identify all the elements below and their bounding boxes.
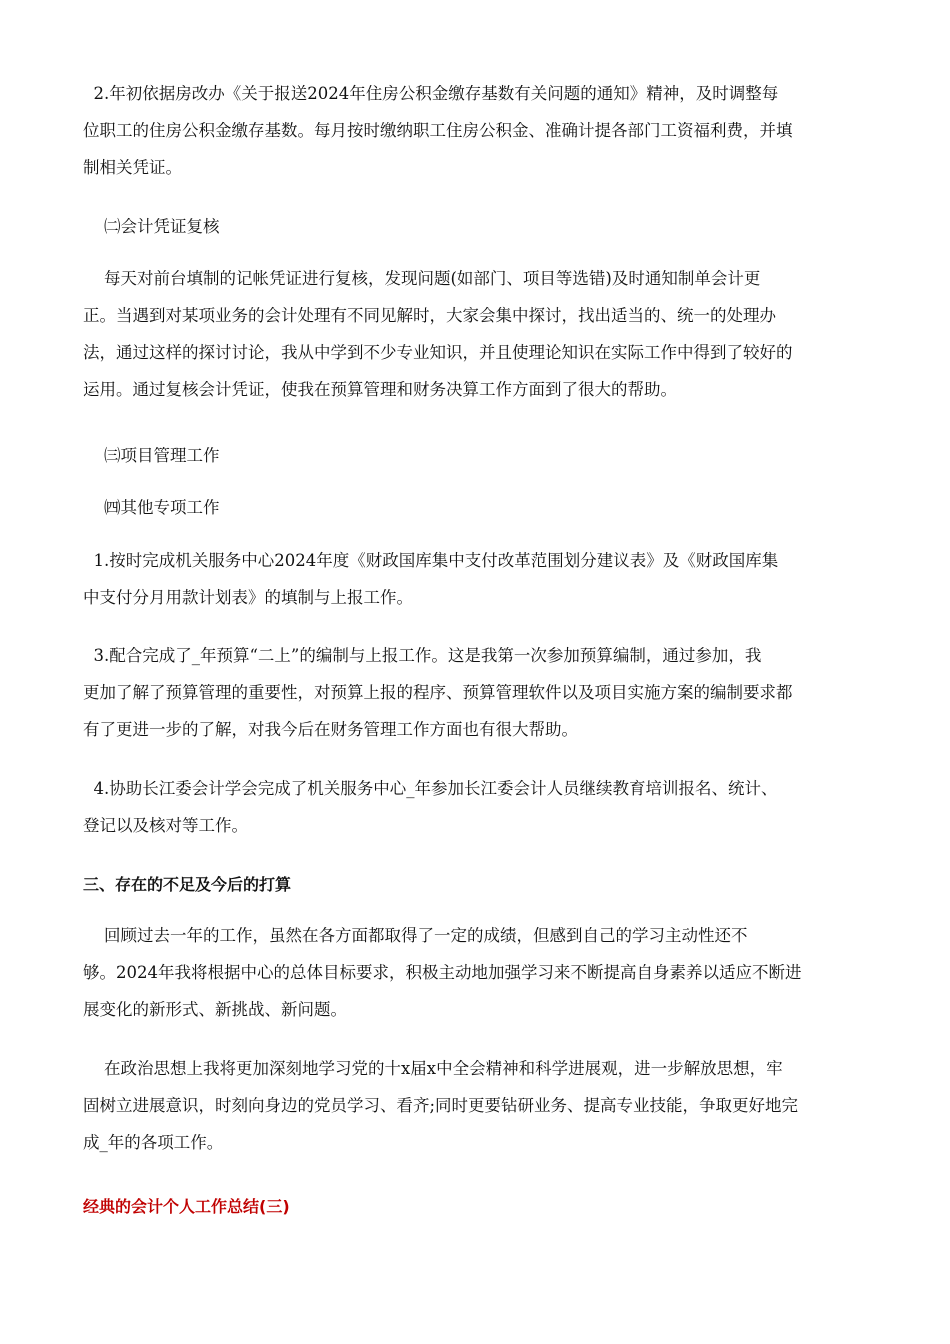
article-title-text: 经典的会计个人工作总结(三) [83, 1197, 290, 1216]
section-heading-shortcomings [83, 866, 873, 903]
paragraph-treasury-forms [83, 542, 873, 616]
text-line: 回顾过去一年的工作，虽然在各方面都取得了一定的成绩，但感到自己的学习主动性还不 [83, 926, 748, 945]
text-line: 运用。通过复核会计凭证，使我在预算管理和财务决算工作方面到了很大的帮助。 [83, 380, 677, 399]
text-line: 在政治思想上我将更加深刻地学习党的十x届x中全会精神和科学进展观，进一步解放思想，牢 [83, 1059, 783, 1078]
text-line: 成_年的各项工作。 [83, 1133, 224, 1152]
text-line: 每天对前台填制的记帐凭证进行复核，发现问题(如部门、项目等选错)及时通知制单会计更 [83, 269, 761, 288]
paragraph-review-past-year [83, 917, 873, 1028]
text-line: 固树立进展意识，时刻向身边的党员学习、看齐;同时更要钻研业务、提高专业技能，争取更好地完 [83, 1096, 799, 1115]
subheading-text: ㈡会计凭证复核 [83, 217, 220, 236]
paragraph-budget-preparation [83, 637, 873, 748]
text-line: 够。2024年我将根据中心的总体目标要求，积极主动地加强学习来不断提高自身素养以适应不断进 [83, 963, 802, 982]
section-heading-text: 三、存在的不足及今后的打算 [83, 875, 292, 894]
text-line: 展变化的新形式、新挑战、新问题。 [83, 1000, 347, 1019]
next-article-title [83, 1188, 873, 1225]
subheading-text: ㈣其他专项工作 [83, 498, 220, 517]
text-line: 法，通过这样的探讨讨论，我从中学到不少专业知识，并且使理论知识在实际工作中得到了较好的 [83, 343, 793, 362]
text-line: 4.协助长江委会计学会完成了机关服务中心_年参加长江委会计人员继续教育培训报名、统计、 [83, 779, 778, 798]
text-line: 位职工的住房公积金缴存基数。每月按时缴纳职工住房公积金、准确计提各部门工资福利费，并填 [83, 121, 793, 140]
text-line: 有了更进一步的了解，对我今后在财务管理工作方面也有很大帮助。 [83, 720, 578, 739]
text-line: 中支付分月用款计划表》的填制与上报工作。 [83, 588, 413, 607]
paragraph-voucher-review [83, 260, 873, 408]
text-line: 制相关凭证。 [83, 158, 182, 177]
subheading-project-management [83, 437, 873, 474]
text-line: 正。当遇到对某项业务的会计处理有不同见解时，大家会集中探讨，找出适当的、统一的处理办 [83, 306, 776, 325]
paragraph-training-registration [83, 770, 873, 844]
text-line: 2.年初依据房改办《关于报送2024年住房公积金缴存基数有关问题的通知》精神，及时调整每 [83, 84, 779, 103]
subheading-text: ㈢项目管理工作 [83, 446, 220, 465]
text-line: 1.按时完成机关服务中心2024年度《财政国库集中支付改革范围划分建议表》及《财政国库集 [83, 551, 779, 570]
text-line: 登记以及核对等工作。 [83, 816, 248, 835]
subheading-other-tasks [83, 489, 873, 526]
text-line: 更加了解了预算管理的重要性，对预算上报的程序、预算管理软件以及项目实施方案的编制要求都 [83, 683, 793, 702]
text-line: 3.配合完成了_年预算“二上”的编制与上报工作。这是我第一次参加预算编制，通过参加，我 [83, 646, 762, 665]
paragraph-political-study [83, 1050, 873, 1161]
paragraph-housing-fund [83, 75, 873, 186]
subheading-voucher-review [83, 208, 873, 245]
